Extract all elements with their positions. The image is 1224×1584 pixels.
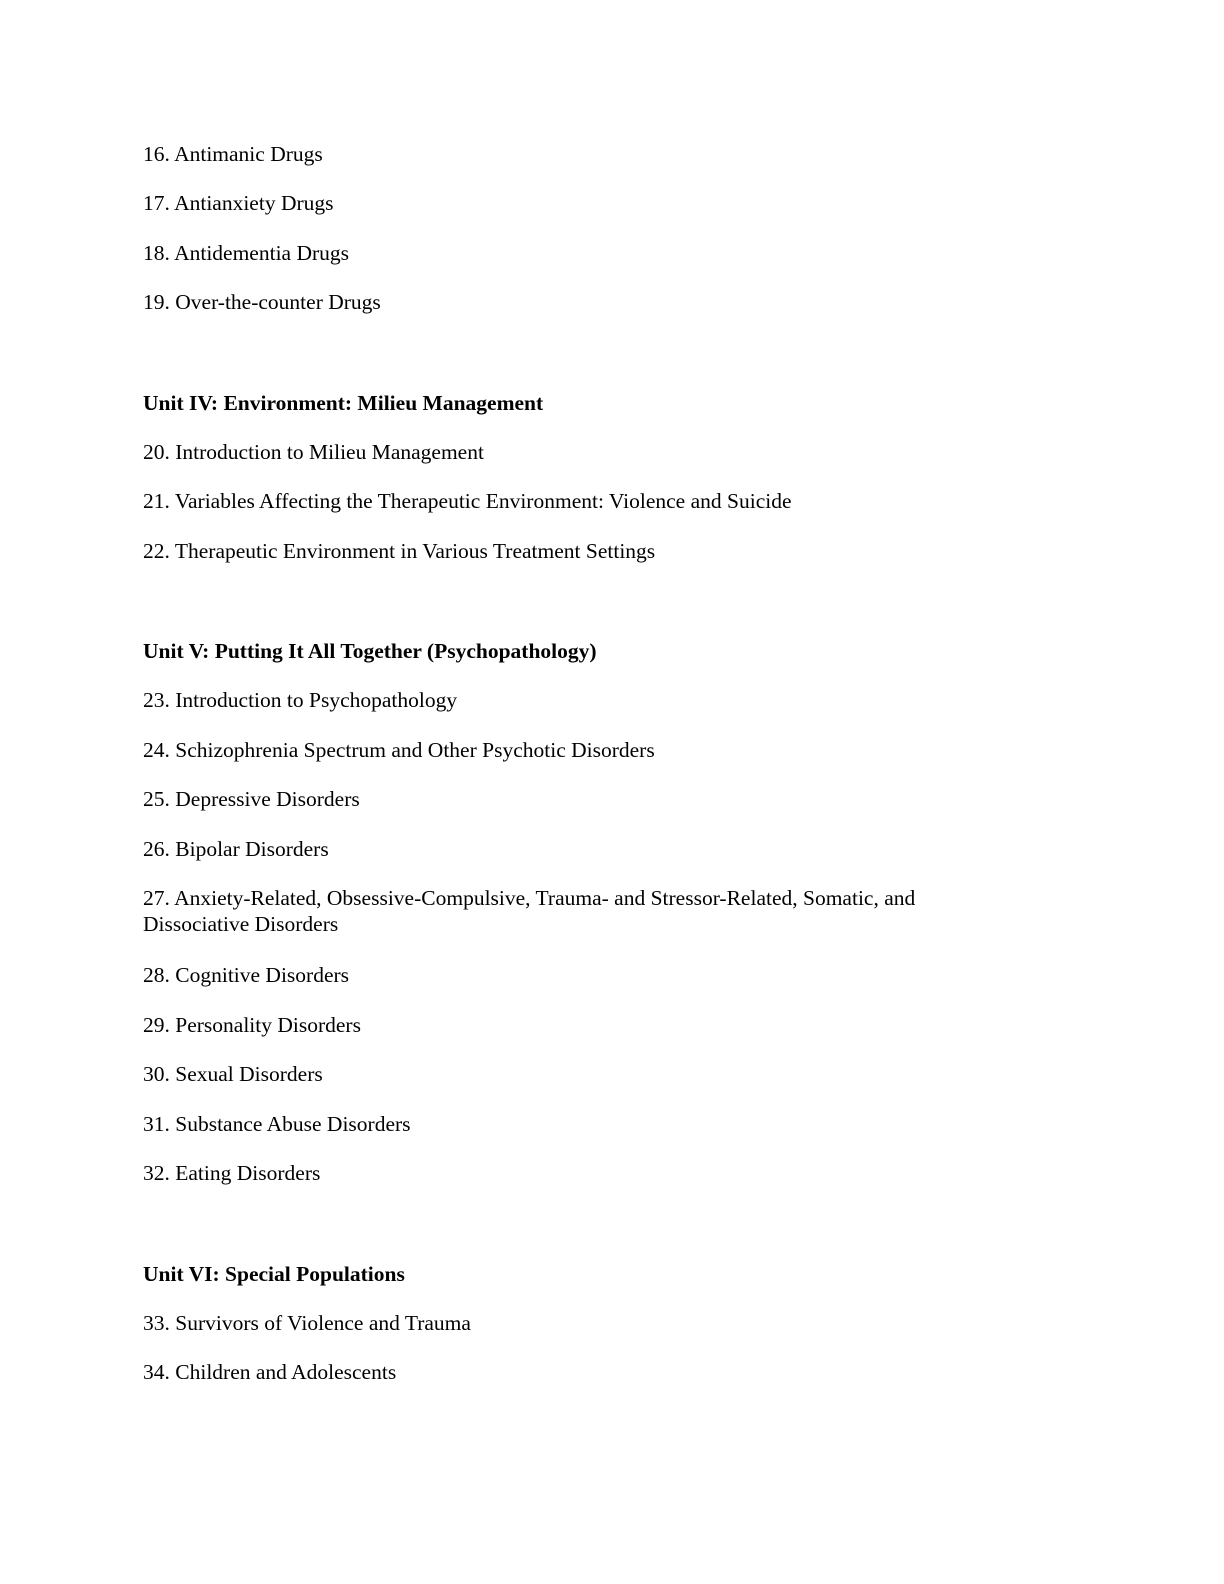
list-item: 31. Substance Abuse Disorders xyxy=(143,1112,411,1136)
unit-iv-heading: Unit IV: Environment: Milieu Management xyxy=(143,391,544,415)
list-item: 24. Schizophrenia Spectrum and Other Psychotic Disorders xyxy=(143,738,655,762)
list-item: 21. Variables Affecting the Therapeutic Environment: Violence and Suicide xyxy=(143,489,792,513)
list-item: 29. Personality Disorders xyxy=(143,1013,361,1037)
unit-v-heading: Unit V: Putting It All Together (Psychopathology) xyxy=(143,639,597,663)
list-item: 33. Survivors of Violence and Trauma xyxy=(143,1311,471,1335)
list-item: 34. Children and Adolescents xyxy=(143,1360,397,1384)
list-item: 20. Introduction to Milieu Management xyxy=(143,440,484,464)
list-item: 26. Bipolar Disorders xyxy=(143,837,329,861)
list-item: 28. Cognitive Disorders xyxy=(143,963,350,987)
list-item: 27. Anxiety-Related, Obsessive-Compulsive, Trauma- and Stressor-Related, Somatic, and Dissociative Disorders xyxy=(143,886,916,936)
list-item: 18. Antidementia Drugs xyxy=(143,241,350,265)
list-item: 17. Antianxiety Drugs xyxy=(143,191,334,215)
list-item: 23. Introduction to Psychopathology xyxy=(143,688,458,712)
list-item: 22. Therapeutic Environment in Various Treatment Settings xyxy=(143,539,656,563)
list-item: 16. Antimanic Drugs xyxy=(143,142,323,166)
list-item: 25. Depressive Disorders xyxy=(143,787,360,811)
list-item: 32. Eating Disorders xyxy=(143,1161,321,1185)
unit-vi-heading: Unit VI: Special Populations xyxy=(143,1262,405,1286)
list-item: 30. Sexual Disorders xyxy=(143,1062,323,1086)
list-item: 19. Over-the-counter Drugs xyxy=(143,290,381,314)
